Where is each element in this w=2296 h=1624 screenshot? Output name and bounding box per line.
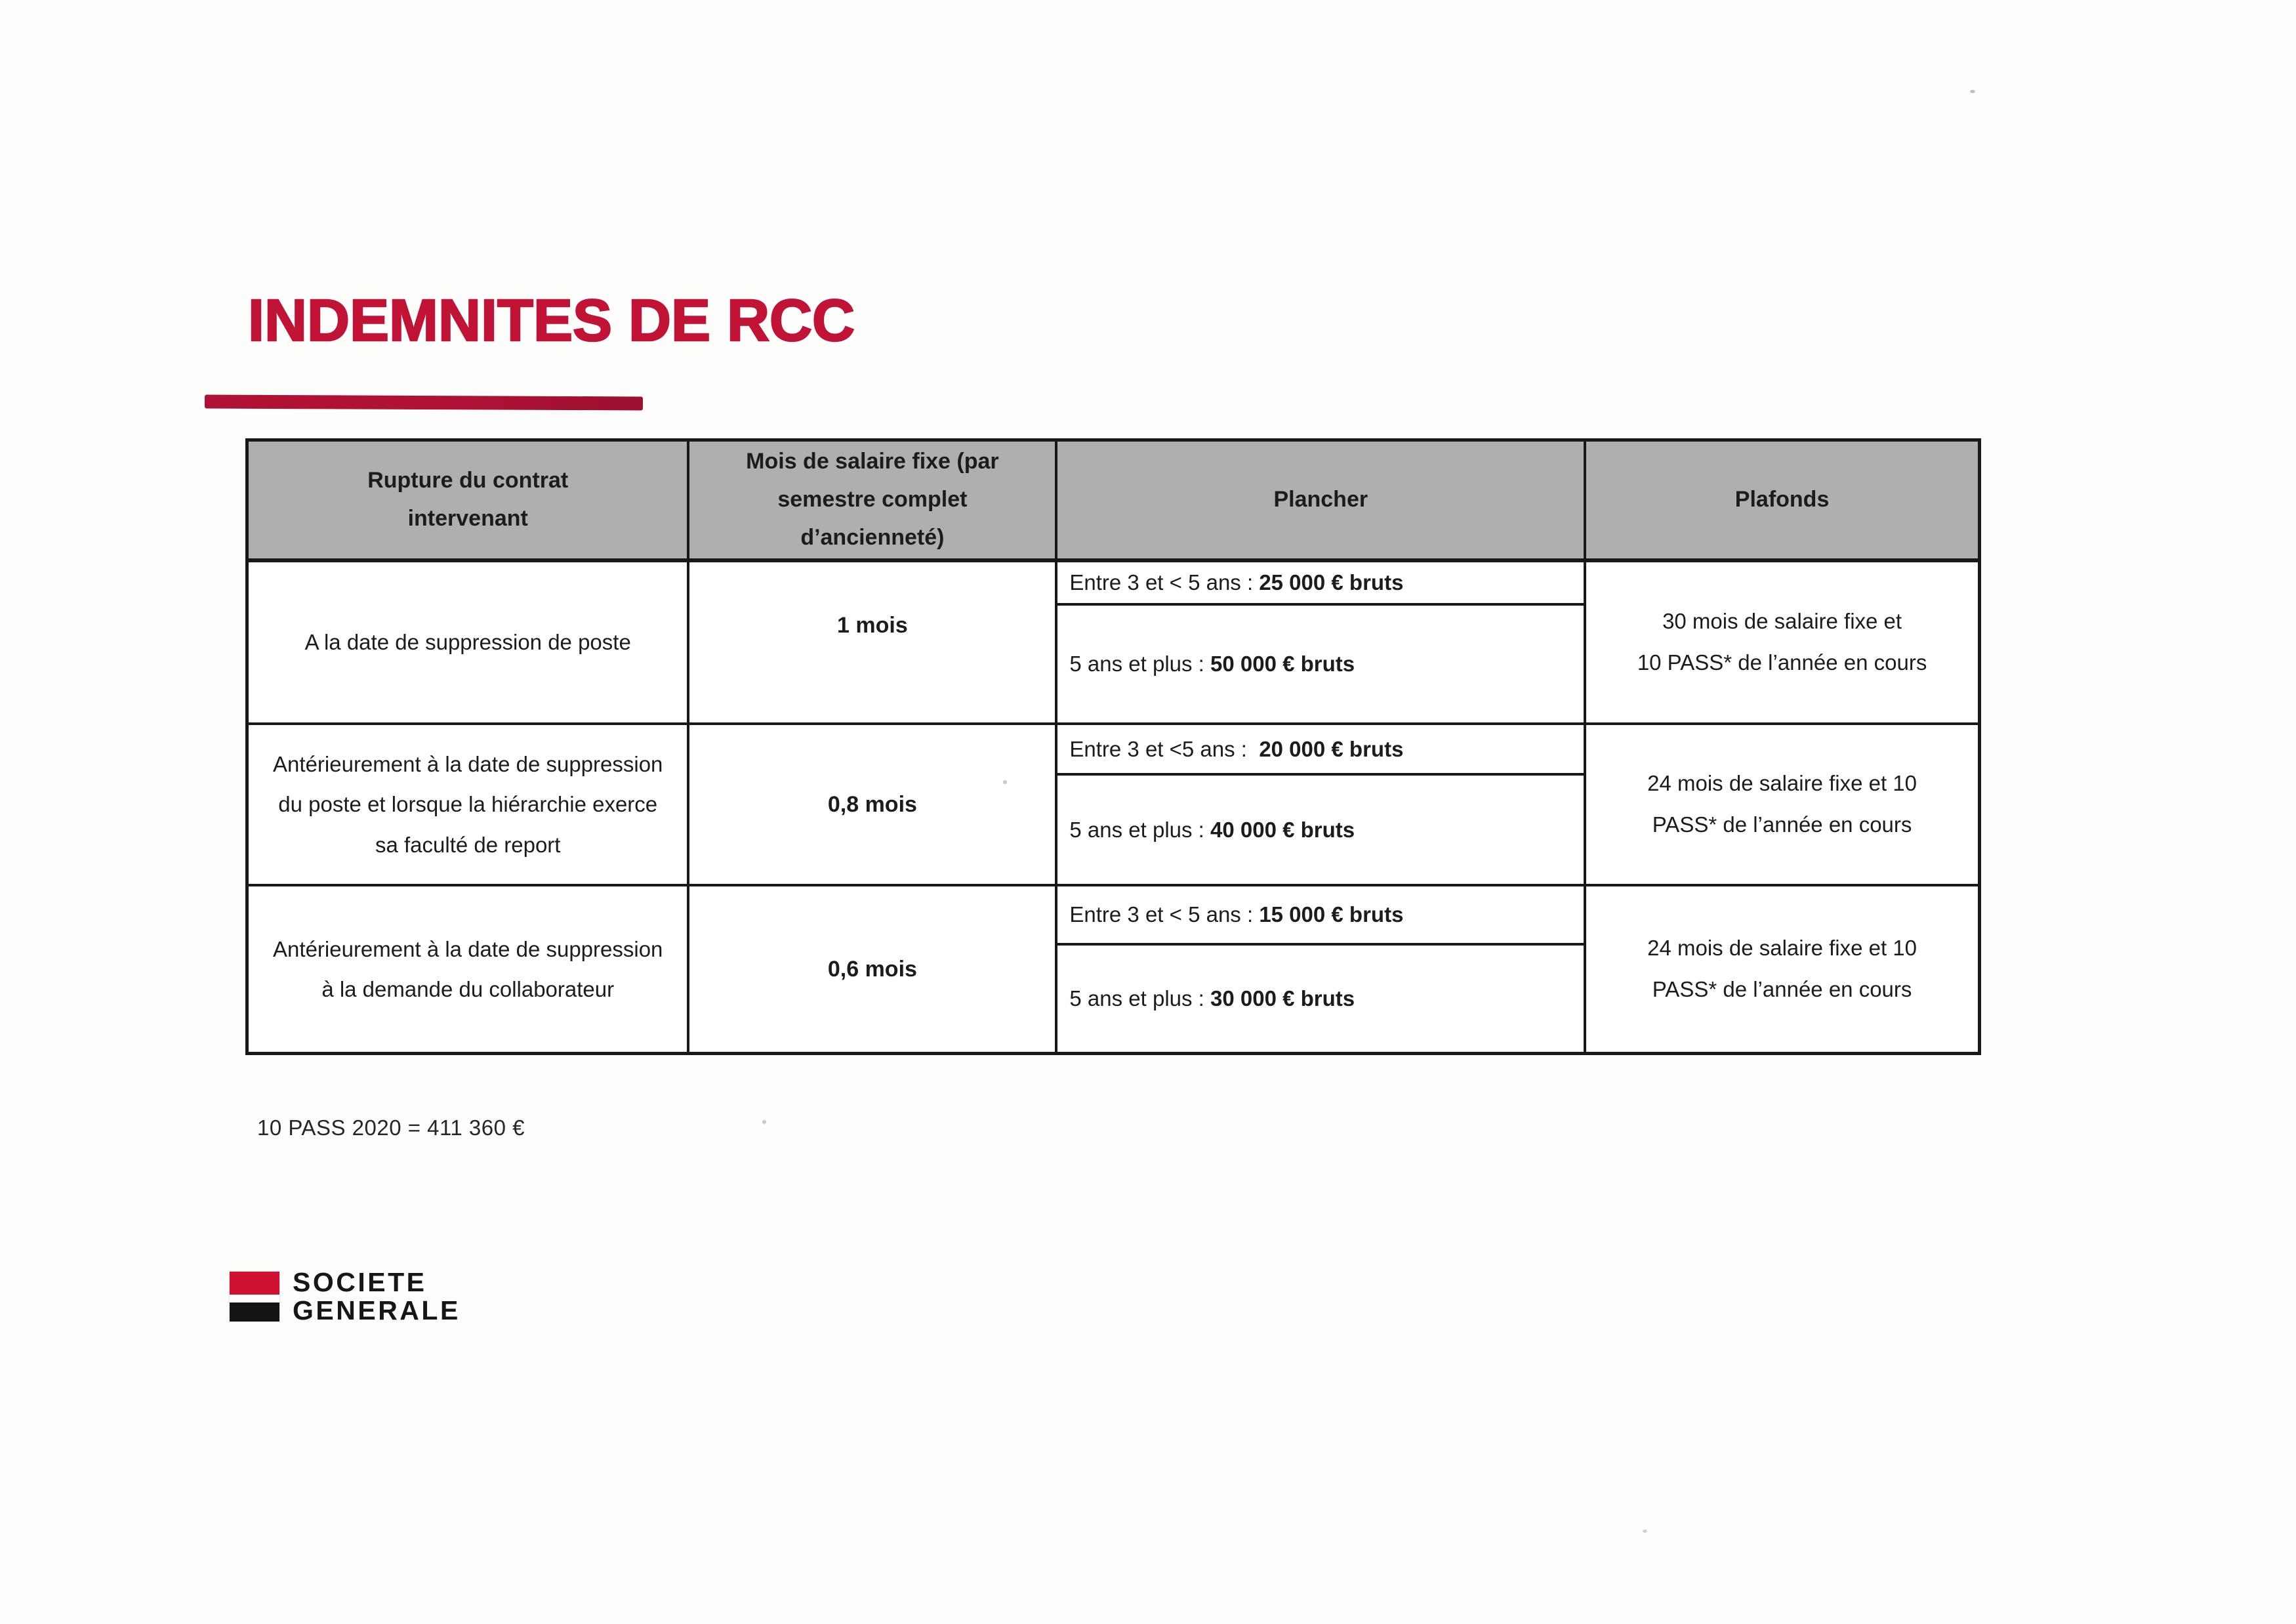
header-line: Rupture du contrat (367, 468, 569, 493)
rupture-line: à la demande du collaborateur (321, 977, 615, 1001)
rupture-line: sa faculté de report (375, 832, 561, 857)
header-line: semestre complet (777, 487, 968, 512)
plafonds-line: PASS* de l’année en cours (1652, 812, 1912, 837)
plafonds-line: 10 PASS* de l’année en cours (1637, 650, 1927, 675)
logo-word-line: SOCIETE (293, 1267, 427, 1297)
plancher-amount: 30 000 € bruts (1210, 986, 1355, 1011)
header-line: Plancher (1273, 487, 1368, 512)
rupture-line: du poste et lorsque la hiérarchie exerce (278, 792, 658, 817)
cell-mois: 1 mois (689, 562, 1057, 722)
table-row (249, 886, 1978, 1052)
header-cell-plafonds (1586, 442, 1978, 558)
plancher-label: 5 ans et plus : (1069, 652, 1204, 677)
sg-logo-icon (230, 1272, 279, 1322)
plancher-amount: 40 000 € bruts (1210, 817, 1355, 842)
plancher-range-over-5 (1057, 606, 1584, 722)
plancher-amount: 25 000 € bruts (1259, 570, 1404, 595)
cell-rupture (249, 562, 689, 722)
plafonds-line: 30 mois de salaire fixe et (1662, 609, 1902, 634)
cell-plafonds (1586, 886, 1978, 1052)
header-cell-rupture (249, 442, 689, 558)
plancher-range-under-5 (1057, 886, 1584, 946)
scan-speck (762, 1120, 766, 1124)
plafonds-line: 24 mois de salaire fixe et 10 (1647, 771, 1917, 796)
table-row (249, 725, 1978, 886)
header-line: d’ancienneté) (800, 524, 945, 550)
plancher-range-under-5 (1057, 562, 1584, 606)
logo-black-band (230, 1302, 279, 1322)
cell-plancher (1057, 725, 1586, 884)
cell-rupture (249, 725, 689, 884)
societe-generale-logo (230, 1268, 461, 1324)
plancher-amount: 15 000 € bruts (1259, 902, 1404, 927)
cell-plancher (1057, 562, 1586, 722)
page-title: INDEMNITES DE RCC (248, 288, 855, 354)
cell-plafonds (1586, 725, 1978, 884)
plancher-range-under-5 (1057, 725, 1584, 776)
header-line: Plafonds (1734, 487, 1830, 512)
plafonds-line: PASS* de l’année en cours (1652, 977, 1912, 1001)
table-header-row (249, 442, 1978, 562)
pass-footnote: 10 PASS 2020 = 411 360 € (257, 1115, 525, 1140)
logo-red-band (230, 1272, 279, 1295)
scan-speck (1003, 780, 1007, 784)
plafonds-line: 24 mois de salaire fixe et 10 (1647, 936, 1917, 961)
cell-mois: 0,6 mois (689, 886, 1057, 1052)
plancher-label: Entre 3 et < 5 ans : (1069, 902, 1254, 927)
plancher-range-over-5 (1057, 776, 1584, 884)
rupture-line: A la date de suppression de poste (304, 630, 631, 655)
sg-logo-wordmark (293, 1268, 461, 1324)
title-underline-bar (205, 395, 643, 411)
plancher-label: 5 ans et plus : (1069, 817, 1204, 842)
plancher-range-over-5 (1057, 946, 1584, 1052)
rupture-line: Antérieurement à la date de suppression (273, 752, 663, 777)
plancher-label: Entre 3 et < 5 ans : (1069, 570, 1254, 595)
logo-word-line: GENERALE (293, 1295, 461, 1325)
table-row (249, 562, 1978, 725)
header-line: intervenant (407, 506, 528, 531)
header-cell-plancher (1057, 442, 1586, 558)
logo-white-band (230, 1295, 279, 1302)
cell-plafonds (1586, 562, 1978, 722)
plancher-amount: 20 000 € bruts (1259, 736, 1404, 761)
scan-speck (1643, 1530, 1647, 1533)
cell-rupture (249, 886, 689, 1052)
scan-speck (1970, 90, 1975, 93)
plancher-label: 5 ans et plus : (1069, 986, 1204, 1011)
cell-plancher (1057, 886, 1586, 1052)
plancher-amount: 50 000 € bruts (1210, 652, 1355, 677)
rupture-line: Antérieurement à la date de suppression (273, 936, 663, 961)
cell-mois: 0,8 mois (689, 725, 1057, 884)
plancher-label: Entre 3 et <5 ans : (1069, 736, 1247, 761)
indemnity-table (245, 438, 1981, 1055)
header-line: Mois de salaire fixe (par (746, 449, 999, 474)
header-cell-mois (689, 442, 1057, 558)
